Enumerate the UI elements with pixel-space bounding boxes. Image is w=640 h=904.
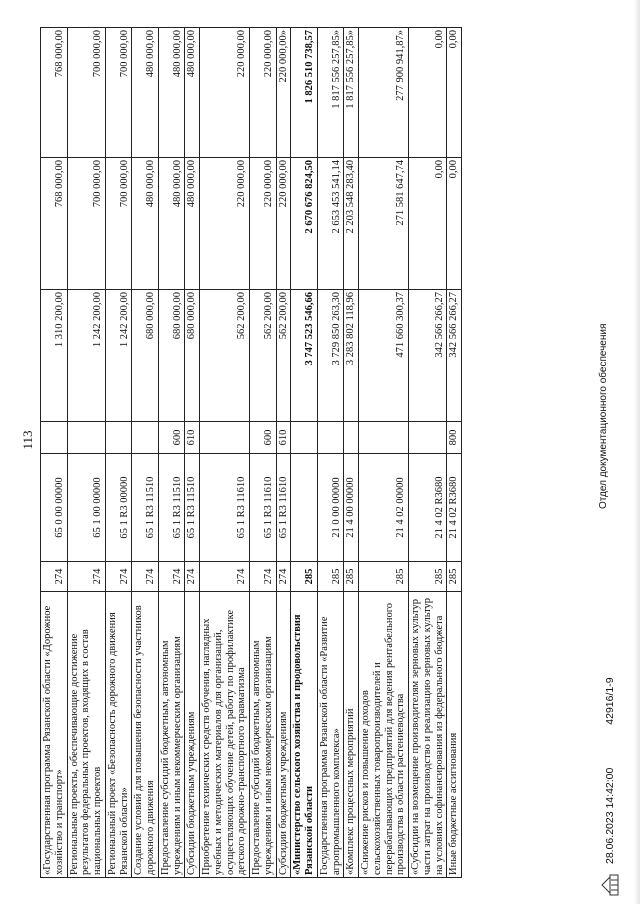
cell-target-code: 65 1 R3 11510 (132, 454, 159, 562)
table-row (185, 28, 200, 878)
cell-sum-2025: 220 000,00 (200, 28, 250, 158)
cell-sum-2025: 1 817 556 257,85» (344, 28, 359, 158)
footer-stamp (604, 637, 616, 864)
cell-sum-2023: 680 000,00 (132, 290, 159, 422)
cell-expense-type (200, 422, 250, 454)
cell-name: Региональные проекты, обеспечивающие достижение результатов федеральных проектов, входящих в состав национальных проектов (67, 592, 105, 878)
cell-name: Иные бюджетные ассигнования (447, 592, 462, 878)
cell-sum-2023: 471 660 300,37 (359, 290, 409, 422)
cell-sum-2024: 220 000,00 (200, 158, 250, 290)
table-row (67, 28, 105, 878)
cell-target-code: 21 4 02 00000 (359, 454, 409, 562)
cell-name: «Субсидии на возмещение производителям зерновых культур части затрат на производство и реализацию зерновых культур на условиях софинансирования из федерального бюджета (409, 592, 447, 878)
table-row (344, 28, 359, 878)
cell-sum-2025: 0,00 (447, 28, 462, 158)
table-row (250, 28, 277, 878)
table-row (105, 28, 132, 878)
cell-sum-2024: 480 000,00 (185, 158, 200, 290)
cell-expense-type (132, 422, 159, 454)
cell-gov-code: 274 (67, 562, 105, 592)
cell-target-code: 65 1 R3 11510 (185, 454, 200, 562)
table-row (409, 28, 447, 878)
cell-name: «Комплекс процессных мероприятий (344, 592, 359, 878)
cell-sum-2023: 3 283 802 118,96 (344, 290, 359, 422)
cell-expense-type: 800 (447, 422, 462, 454)
cell-expense-type (291, 422, 318, 454)
cell-expense-type (359, 422, 409, 454)
cell-sum-2023: 1 242 200,00 (67, 290, 105, 422)
cell-name: Государственная программа Рязанской области «Развитие агропромышленного комплекса» (317, 592, 344, 878)
cell-sum-2025: 1 817 556 257,85» (317, 28, 344, 158)
cell-gov-code: 285 (344, 562, 359, 592)
table-row (41, 28, 68, 878)
cell-expense-type (41, 422, 68, 454)
cell-name: «Государственная программа Рязанской области «Дорожное хозяйство и транспорт» (41, 592, 68, 878)
cell-expense-type: 610 (185, 422, 200, 454)
cell-expense-type: 600 (158, 422, 185, 454)
cell-target-code: 21 4 02 R3680 (447, 454, 462, 562)
cell-sum-2024: 480 000,00 (158, 158, 185, 290)
cell-name: Региональный проект «Безопасность дорожного движения Рязанской области» (105, 592, 132, 878)
cell-gov-code: 285 (447, 562, 462, 592)
cell-sum-2025: 220 000,00» (276, 28, 291, 158)
cell-expense-type (409, 422, 447, 454)
table-row (291, 28, 318, 878)
footer-doc-id: 42916/1-9 (604, 677, 616, 725)
cell-name: Субсидии бюджетным учреждениям (185, 592, 200, 878)
cell-target-code: 21 4 00 00000 (344, 454, 359, 562)
cell-expense-type: 600 (250, 422, 277, 454)
cell-target-code: 65 0 00 00000 (41, 454, 68, 562)
cell-name: «Министерство сельского хозяйства и продовольствия Рязанской области (291, 592, 318, 878)
cell-sum-2023: 680 000,00 (158, 290, 185, 422)
cell-sum-2023: 342 566 266,27 (409, 290, 447, 422)
cell-expense-type (105, 422, 132, 454)
cell-sum-2025: 480 000,00 (185, 28, 200, 158)
table-row (200, 28, 250, 878)
cell-sum-2024: 220 000,00 (250, 158, 277, 290)
cell-sum-2024: 271 581 647,74 (359, 158, 409, 290)
cell-sum-2025: 700 000,00 (105, 28, 132, 158)
cell-sum-2024: 768 000,00 (41, 158, 68, 290)
cell-sum-2024: 2 653 453 541,14 (317, 158, 344, 290)
cell-sum-2023: 562 200,00 (250, 290, 277, 422)
table-row (276, 28, 291, 878)
cell-gov-code: 285 (409, 562, 447, 592)
cell-sum-2025: 768 000,00 (41, 28, 68, 158)
cell-sum-2023: 562 200,00 (200, 290, 250, 422)
table-row (359, 28, 409, 878)
cell-sum-2023: 562 200,00 (276, 290, 291, 422)
cell-expense-type (344, 422, 359, 454)
cell-sum-2025: 0,00 (409, 28, 447, 158)
table-row (447, 28, 462, 878)
cell-name: Предоставление субсидий бюджетным, автономным учреждениям и иным некоммерческим организациям (158, 592, 185, 878)
cell-sum-2024: 2 203 548 283,40 (344, 158, 359, 290)
cell-sum-2024: 2 670 676 824,50 (291, 158, 318, 290)
cell-gov-code: 274 (276, 562, 291, 592)
cell-name: Субсидии бюджетным учреждениям (276, 592, 291, 878)
cell-sum-2025: 277 900 941,87» (359, 28, 409, 158)
cell-gov-code: 285 (359, 562, 409, 592)
cell-gov-code: 274 (41, 562, 68, 592)
page-number: 113 (20, 430, 35, 450)
table-row (158, 28, 185, 878)
cell-sum-2025: 220 000,00 (250, 28, 277, 158)
cell-sum-2025: 480 000,00 (132, 28, 159, 158)
cell-expense-type (317, 422, 344, 454)
cell-target-code: 65 1 R3 11610 (276, 454, 291, 562)
cell-sum-2024: 0,00 (447, 158, 462, 290)
cell-gov-code: 274 (158, 562, 185, 592)
cell-sum-2024: 480 000,00 (132, 158, 159, 290)
cell-name: «Снижение рисков и повышение доходов сельскохозяйственных товаропроизводителей и перерабатывающих предприятий для ведения рентабельного производства в области растениеводства (359, 592, 409, 878)
cell-target-code: 21 0 00 00000 (317, 454, 344, 562)
cell-gov-code: 285 (291, 562, 318, 592)
department-label: Отдел документационного обеспечения (598, 323, 609, 509)
footer-datetime: 28.06.2023 14:42:00 (604, 767, 616, 864)
cell-sum-2024: 0,00 (409, 158, 447, 290)
cell-sum-2024: 700 000,00 (105, 158, 132, 290)
scan-edge (634, 0, 640, 904)
table-row (317, 28, 344, 878)
table-row (132, 28, 159, 878)
cell-name: Предоставление субсидий бюджетным, автономным учреждениям и иным некоммерческим организациям (250, 592, 277, 878)
cell-sum-2023: 3 729 850 263,30 (317, 290, 344, 422)
cell-target-code: 65 1 R3 11510 (158, 454, 185, 562)
cell-target-code (291, 454, 318, 562)
cell-gov-code: 274 (132, 562, 159, 592)
cell-gov-code: 285 (317, 562, 344, 592)
cell-expense-type: 610 (276, 422, 291, 454)
cell-sum-2025: 480 000,00 (158, 28, 185, 158)
cell-gov-code: 274 (185, 562, 200, 592)
cell-target-code: 65 1 R3 00000 (105, 454, 132, 562)
cell-sum-2023: 680 000,00 (185, 290, 200, 422)
cell-sum-2023: 1 242 200,00 (105, 290, 132, 422)
cell-target-code: 21 4 02 R3680 (409, 454, 447, 562)
emblem-icon (596, 872, 622, 898)
cell-sum-2025: 700 000,00 (67, 28, 105, 158)
cell-gov-code: 274 (250, 562, 277, 592)
cell-sum-2024: 700 000,00 (67, 158, 105, 290)
cell-name: Приобретение технических средств обучения, наглядных учебных и методических материалов для организаций, осуществляющих обучение детей, работу по профилактике детского дорожно-транспортного травматизма (200, 592, 250, 878)
budget-table (40, 27, 462, 878)
cell-target-code: 65 1 R3 11610 (200, 454, 250, 562)
cell-gov-code: 274 (105, 562, 132, 592)
cell-expense-type (67, 422, 105, 454)
cell-target-code: 65 1 00 00000 (67, 454, 105, 562)
cell-target-code: 65 1 R3 11610 (250, 454, 277, 562)
cell-sum-2023: 3 747 523 546,66 (291, 290, 318, 422)
cell-sum-2025: 1 826 510 738,57 (291, 28, 318, 158)
cell-sum-2023: 342 566 266,27 (447, 290, 462, 422)
cell-gov-code: 274 (200, 562, 250, 592)
cell-sum-2023: 1 310 200,00 (41, 290, 68, 422)
cell-sum-2024: 220 000,00 (276, 158, 291, 290)
cell-name: Создание условий для повышения безопасности участников дорожного движения (132, 592, 159, 878)
